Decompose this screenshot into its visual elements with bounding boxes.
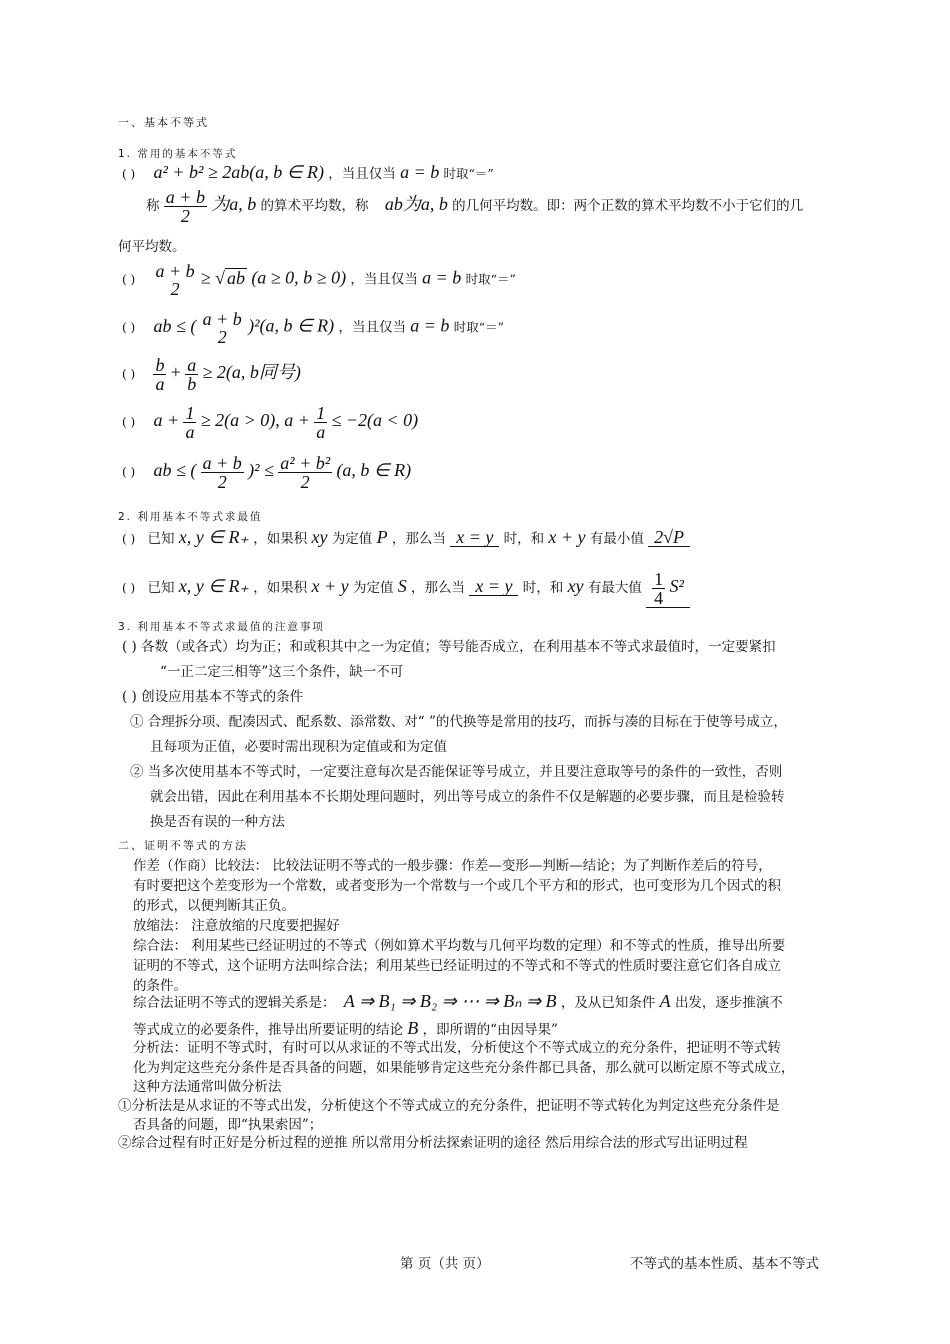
analysis-note-2: ②综合过程有时正好是分析过程的逆推 所以常用分析法探索证明的途径 然后用综合法的形式写出证明过程 bbox=[118, 1135, 748, 1151]
proof-analysis-cont-2: 这种方法通常叫做分析法 bbox=[133, 1079, 282, 1095]
numerator: a + b bbox=[202, 309, 242, 329]
blank-answer: x = y bbox=[469, 577, 518, 596]
proof-analysis-cont: 化为判定这些充分条件是否具备的问题，如果能够肯定这些充分条件都已具备，那么就可以断定原不等式成立， bbox=[133, 1060, 795, 1076]
text: ，即所谓的“由因导果” bbox=[422, 1022, 558, 1038]
proof-synthesis-logic bbox=[133, 992, 783, 1012]
math-text: P bbox=[376, 527, 388, 547]
text: 综合法证明不等式的逻辑关系是： bbox=[133, 995, 336, 1011]
math-text: S² bbox=[669, 576, 684, 596]
denominator: 2 bbox=[170, 279, 180, 299]
sqrt-radicand: ab bbox=[227, 267, 246, 288]
section-heading-1: 一、基本不等式 bbox=[118, 116, 209, 129]
numerator: b bbox=[155, 355, 165, 375]
math-text: S bbox=[397, 576, 407, 596]
numerator: a + b bbox=[202, 453, 242, 473]
section-heading-2: 二、证明不等式的方法 bbox=[118, 839, 248, 852]
note-sub-2-cont: 就会出错，因此在利用基本不长期处理问题时，列出等号成立的条件不仅是解题的必要步骤，而且是检验转 bbox=[150, 789, 785, 805]
text: 的算术平均数，称 bbox=[260, 198, 369, 214]
inequality-line-2: ( ) a + b 2 ≥ √ ab (a ≥ 0, b ≥ 0) ，当且仅当 a = b 时取“＝” bbox=[122, 261, 516, 299]
take-equal-text: 时取“＝” bbox=[453, 319, 504, 335]
fraction bbox=[153, 262, 196, 298]
proof-comparison-cont-2: 的形式，以便判断其正负。 bbox=[133, 898, 295, 914]
subsection-title-3: 3. 利用基本不等式求最值的注意事项 bbox=[118, 621, 325, 633]
page-number: 第 页（共 页） bbox=[400, 1256, 490, 1272]
math-text: B bbox=[407, 1018, 419, 1038]
proof-synthesis-cont-2: 的条件。 bbox=[133, 978, 187, 994]
formula-condition: (a ≥ 0, b ≥ 0) bbox=[251, 267, 347, 288]
note-item-1: ( ) 各数（或各式）均为正；和或积其中之一为定值；等号能否成立，在利用基本不等式求最值时，一定要紧扣 bbox=[122, 639, 776, 655]
denominator: b bbox=[187, 374, 197, 394]
fraction bbox=[201, 310, 244, 346]
math-text: (a, b ∈ R) bbox=[336, 460, 412, 480]
text: 有最大值 bbox=[587, 580, 642, 596]
math-text: x + y bbox=[548, 527, 586, 547]
paragraph-mean-definition bbox=[146, 188, 803, 225]
blank-answer bbox=[646, 570, 690, 608]
proof-comparison-cont: 有时要把这个差变形为一个常数，或者变形为一个常数与一个或几个平方和的形式，也可变形为几个因式的积 bbox=[133, 878, 781, 894]
math-text: A bbox=[659, 991, 671, 1011]
take-equal-text: 时取“＝” bbox=[465, 271, 516, 287]
math-text: x, y ∈ R₊ bbox=[178, 527, 249, 547]
text: 出发，逐步推演不 bbox=[674, 995, 783, 1011]
note-item-1-cont: “一正二定三相等”这三个条件，缺一不可 bbox=[160, 664, 404, 680]
fraction bbox=[201, 454, 244, 491]
blank-answer: x = y bbox=[450, 528, 499, 547]
fraction bbox=[183, 404, 196, 441]
fraction bbox=[278, 454, 332, 491]
text: 有最小值 bbox=[589, 531, 644, 547]
take-equal-text: 时取“＝” bbox=[443, 166, 494, 181]
text: 称 bbox=[146, 198, 160, 214]
paren-marker: ( ) bbox=[122, 167, 136, 181]
formula-1: a² + b² ≥ 2ab(a, b ∈ R) bbox=[153, 162, 324, 182]
fraction bbox=[652, 570, 665, 607]
subsection-title-1: 1. 常用的基本不等式 bbox=[118, 148, 238, 160]
text: ，及从已知条件 bbox=[560, 995, 656, 1011]
math-symbol: + bbox=[170, 362, 181, 382]
denominator: 2 bbox=[180, 206, 190, 226]
condition-text: ，当且仅当 bbox=[328, 166, 396, 182]
math-text: )²(a, b ∈ R) bbox=[248, 315, 335, 336]
note-sub-2-cont-2: 换是否有误的一种方法 bbox=[150, 814, 285, 830]
denominator: 2 bbox=[217, 472, 227, 492]
extremum-rule-max bbox=[122, 570, 690, 608]
proof-synthesis-logic-cont bbox=[133, 1019, 558, 1039]
footer-title: 不等式的基本性质、基本不等式 bbox=[630, 1256, 819, 1272]
note-sub-1: ① 合理拆分项、配凑因式、配系数、添常数、对“ ”的代换等是常用的技巧，而拆与凑的目标在于使等号成立， bbox=[130, 714, 787, 730]
paren-marker: ( ) bbox=[122, 415, 136, 429]
paragraph-continuation: 何平均数。 bbox=[118, 239, 186, 255]
inequality-line-5 bbox=[122, 404, 418, 441]
math-text: ab ≤ ( bbox=[153, 460, 197, 480]
denominator: a bbox=[316, 422, 326, 442]
math-text: a + bbox=[153, 410, 180, 430]
analysis-note-1: ①分析法是从求证的不等式出发，分析使这个不等式成立的充分条件，把证明不等式转化为判定这些充分条件是 bbox=[118, 1098, 780, 1114]
numerator: a bbox=[187, 355, 197, 375]
equality-condition: a = b bbox=[400, 162, 440, 182]
math-text: x + y bbox=[311, 576, 349, 596]
text: 等式成立的必要条件，推导出所要证明的结论 bbox=[133, 1022, 403, 1038]
paren-marker: ( ) bbox=[122, 272, 136, 287]
fraction bbox=[185, 356, 198, 393]
fraction bbox=[153, 356, 166, 393]
blank-answer: 2√P bbox=[648, 528, 690, 547]
note-item-2: ( ) 创设应用基本不等式的条件 bbox=[122, 689, 304, 705]
denominator: 4 bbox=[654, 588, 664, 608]
text: 时，和 bbox=[503, 531, 545, 547]
math-text: ≥ 2(a > 0), a + bbox=[200, 410, 310, 430]
numerator: 1 bbox=[654, 569, 664, 589]
equality-condition: a = b bbox=[410, 315, 450, 336]
paren-marker: ( ) bbox=[122, 320, 136, 335]
extremum-rule-min bbox=[122, 528, 690, 548]
math-text: xy bbox=[567, 576, 584, 596]
paren-marker: ( ) bbox=[122, 581, 136, 595]
note-sub-1-cont: 且每项为正值，必要时需出现积为定值或和为定值 bbox=[150, 739, 447, 755]
math-text: )² ≤ bbox=[248, 460, 274, 480]
text: ，那么当 bbox=[391, 531, 446, 547]
math-text: ab ≤ ( bbox=[153, 315, 197, 336]
text: 时，和 bbox=[522, 580, 564, 596]
math-text: 为a, b bbox=[211, 194, 257, 214]
equality-condition: a = b bbox=[422, 267, 462, 288]
denominator: 2 bbox=[300, 472, 310, 492]
numerator: a + b bbox=[165, 187, 205, 207]
inequality-line-6 bbox=[122, 454, 411, 491]
math-text: ab为a, b bbox=[384, 194, 448, 214]
numerator: a + b bbox=[155, 261, 195, 281]
proof-synthesis: 综合法： 利用某些已经证明过的不等式（例如算术平均数与几何平均数的定理）和不等式的性质，推导出所要 bbox=[133, 938, 786, 954]
inequality-line-3 bbox=[122, 310, 504, 346]
fraction-mean bbox=[164, 188, 207, 225]
numerator: 1 bbox=[316, 403, 326, 423]
paren-marker: ( ) bbox=[122, 367, 136, 381]
proof-scaling: 放缩法： 注意放缩的尺度要把握好 bbox=[133, 918, 340, 934]
denominator: a bbox=[185, 422, 195, 442]
denominator: a bbox=[155, 374, 165, 394]
math-text: x, y ∈ R₊ bbox=[178, 576, 249, 596]
condition-text: ，当且仅当 bbox=[350, 271, 418, 288]
numerator: 1 bbox=[185, 403, 195, 423]
proof-analysis: 分析法：证明不等式时，有时可以从求证的不等式出发，分析使这个不等式成立的充分条件，把证明不等式转 bbox=[133, 1040, 781, 1056]
math-text: xy bbox=[311, 527, 328, 547]
numerator: a² + b² bbox=[280, 453, 331, 473]
math-symbol: ≥ bbox=[200, 267, 211, 288]
condition-text: ，当且仅当 bbox=[338, 319, 406, 336]
proof-comparison: 作差（作商）比较法： 比较法证明不等式的一般步骤：作差—变形—判断—结论；为了判断作差后的符号， bbox=[133, 858, 772, 874]
text: 已知 bbox=[147, 531, 175, 547]
inequality-line-4 bbox=[122, 356, 301, 393]
denominator: 2 bbox=[217, 327, 227, 347]
paren-marker: ( ) bbox=[122, 465, 136, 479]
subsection-title-2: 2. 利用基本不等式求最值 bbox=[118, 511, 263, 523]
text: ，那么当 bbox=[411, 580, 466, 596]
text: ，如果积 bbox=[253, 580, 308, 596]
text: 已知 bbox=[147, 580, 175, 596]
math-text: ≥ 2(a, b同号) bbox=[202, 362, 301, 382]
analysis-note-1-cont: 否具备的问题，即“执果索因”； bbox=[133, 1117, 323, 1133]
math-text: ≤ −2(a < 0) bbox=[331, 410, 419, 430]
note-sub-2: ② 当多次使用基本不等式时，一定要注意每次是否能保证等号成立，并且要注意取等号的条件的一致性，否则 bbox=[130, 764, 783, 780]
text: 为定值 bbox=[352, 580, 394, 596]
text: 的几何平均数。即：两个正数的算术平均数不小于它们的几 bbox=[452, 198, 804, 214]
implication-chain: A ⇒ B₁ ⇒ B₂ ⇒ ⋯ ⇒ Bₙ ⇒ B bbox=[343, 991, 557, 1011]
proof-synthesis-cont: 证明的不等式，这个证明方法叫综合法；利用某些已经证明过的不等式和不等式的性质时要注意它们各自成立 bbox=[133, 958, 781, 974]
text: 为定值 bbox=[331, 531, 373, 547]
inequality-line-1 bbox=[122, 163, 494, 183]
fraction bbox=[314, 404, 327, 441]
text: ，如果积 bbox=[253, 531, 308, 547]
paren-marker: ( ) bbox=[122, 532, 136, 546]
